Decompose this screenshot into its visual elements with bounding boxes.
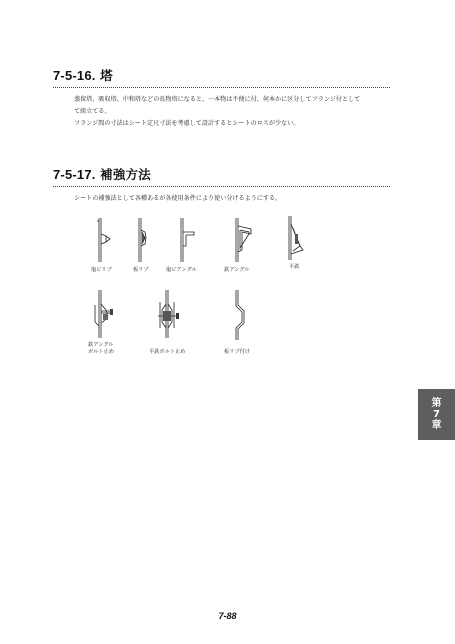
caption-flat-steel-bolted: 平鉄ボルト止め [149,349,186,355]
section-7-5-17-intro: シートの補強法として各種あるが各使用条件により使い分けるようにする。 [74,195,282,202]
steel-angle-bolted-diagram [95,290,113,338]
caption-line: 鉄アングル [88,342,114,348]
section-title: 補強方法 [100,167,151,182]
chapter-tab-line: 第 [431,398,442,409]
caption-flat-steel: 平鉄 [289,264,300,270]
chapter-tab [418,389,455,440]
caption-pvc-angle: 塩ビアングル [166,267,197,273]
caption-steel-angle: 鉄アングル [224,267,250,273]
body-line: フランジ間の寸法はシート定尺寸法を考慮して設計するとシートのロスが少ない。 [74,120,300,127]
plate-rib-diagram [139,218,146,262]
flat-steel-bolted-diagram [158,290,179,338]
caption-plate-rib: 板リブ [133,267,149,273]
steel-angle-diagram [236,218,251,262]
flat-steel-diagram [289,216,303,260]
chapter-tab-line: 章 [431,420,442,431]
plate-rib-attached-diagram [236,290,244,340]
chapter-tab-line: 7 [433,409,440,420]
caption-steel-angle-bolted [88,342,114,356]
section-number: 7-5-17. [53,167,96,182]
caption-plate-rib-attached: 板リブ付け [224,349,250,355]
page-number: 7-88 [218,611,237,621]
body-line: て組立てる。 [74,108,111,115]
caption-line: ボルト止め [88,349,114,355]
caption-pvc-rib: 塩ビリブ [91,267,112,273]
section-title: 塔 [100,68,113,83]
pvc-rib-diagram [97,218,110,262]
pvc-angle-diagram [181,218,194,262]
body-line: 蒸留塔、吸収塔、中和塔などの長物塔になると、一本物は不便に付、何本かに区分してフランジ付として [74,96,361,103]
section-number: 7-5-16. [53,68,96,83]
